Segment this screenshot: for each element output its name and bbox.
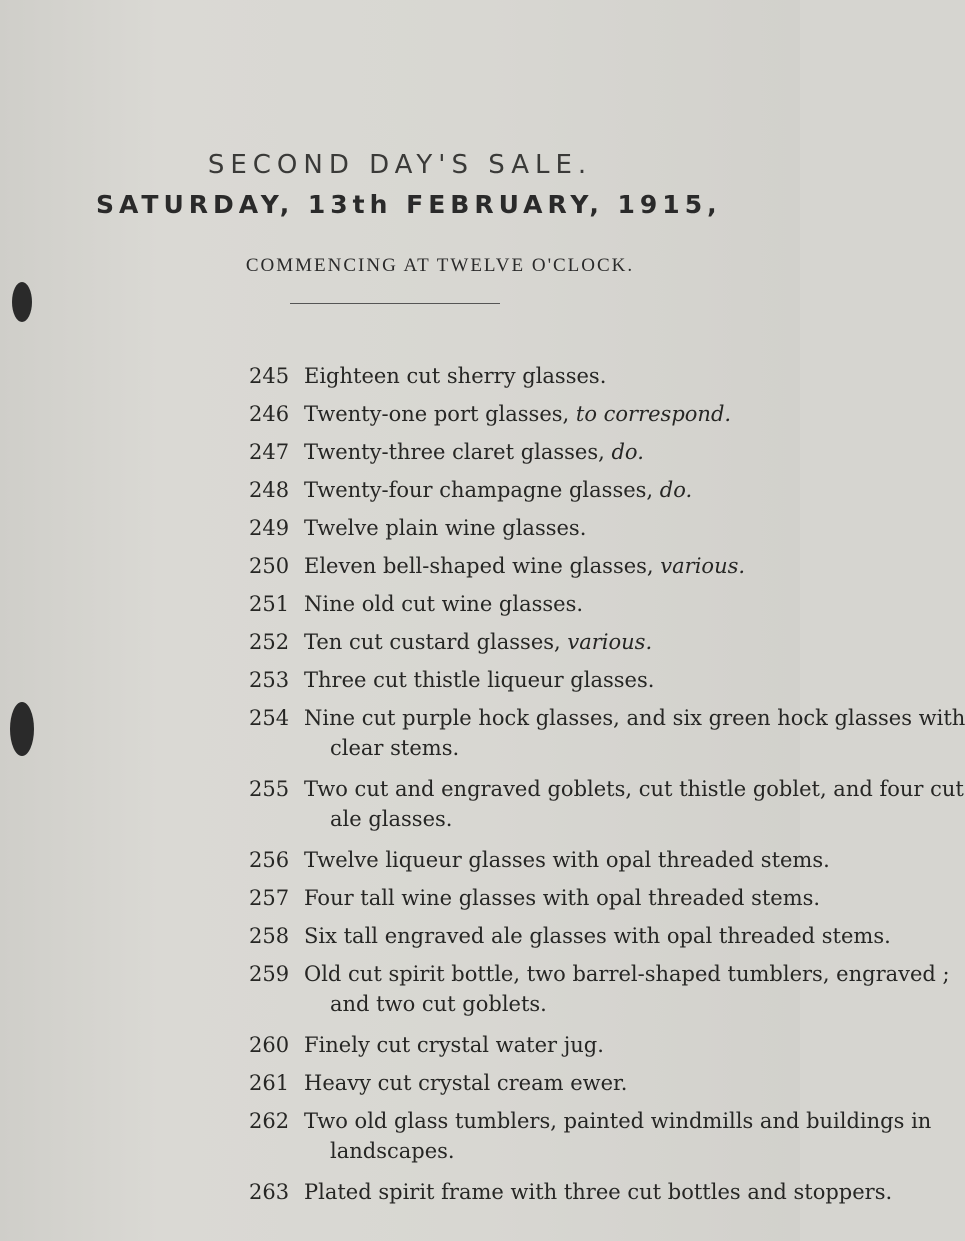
lot-number: 252 xyxy=(249,630,290,654)
lot-number: 259 xyxy=(249,962,290,986)
divider xyxy=(290,303,500,304)
lot-description: Heavy cut crystal cream ewer. xyxy=(304,1071,628,1095)
lot-description-cont: clear stems. xyxy=(330,736,460,760)
lot-description: Eighteen cut sherry glasses. xyxy=(304,364,607,388)
lot-number: 260 xyxy=(249,1033,290,1057)
lot-number: 256 xyxy=(249,848,290,872)
lot-number: 263 xyxy=(249,1180,290,1204)
lot-number: 261 xyxy=(249,1071,290,1095)
lot-number: 262 xyxy=(249,1109,290,1133)
lot-number: 257 xyxy=(249,886,290,910)
lot-description: Nine old cut wine glasses. xyxy=(304,592,584,616)
lot-number: 251 xyxy=(249,592,290,616)
lot-description-cont: and two cut goblets. xyxy=(330,992,547,1016)
lot-number: 255 xyxy=(249,777,290,801)
lot-description-cont: landscapes. xyxy=(330,1139,455,1163)
lot-description: Nine cut purple hock glasses, and six green hock glasses with xyxy=(304,706,965,730)
lot-number: 254 xyxy=(249,706,290,730)
lot-description: Ten cut custard glasses, various. xyxy=(304,630,653,654)
lot-number: 250 xyxy=(249,554,290,578)
lot-description: Twenty-one port glasses, to correspond. xyxy=(304,402,732,426)
lot-description: Twenty-four champagne glasses, do. xyxy=(304,478,693,502)
lot-description: Old cut spirit bottle, two barrel-shaped tumblers, engraved ; xyxy=(304,962,950,986)
binding-hole xyxy=(10,702,34,756)
binding-hole xyxy=(12,282,32,322)
lot-number: 249 xyxy=(249,516,290,540)
lot-description: Twenty-three claret glasses, do. xyxy=(304,440,644,464)
lot-description: Two old glass tumblers, painted windmills and buildings in xyxy=(304,1109,932,1133)
lot-description: Two cut and engraved goblets, cut thistle goblet, and four cut xyxy=(304,777,964,801)
lot-number: 245 xyxy=(249,364,290,388)
lot-description: Six tall engraved ale glasses with opal threaded stems. xyxy=(304,924,891,948)
sale-title: SECOND DAY'S SALE. xyxy=(207,150,593,180)
lot-number: 246 xyxy=(249,402,290,426)
lot-number: 248 xyxy=(249,478,290,502)
lot-description: Eleven bell-shaped wine glasses, various. xyxy=(304,554,746,578)
lot-number: 258 xyxy=(249,924,290,948)
lot-number: 253 xyxy=(249,668,290,692)
lot-description: Twelve liqueur glasses with opal threaded stems. xyxy=(304,848,830,872)
lot-description: Four tall wine glasses with opal threaded stems. xyxy=(304,886,821,910)
lot-description: Finely cut crystal water jug. xyxy=(304,1033,604,1057)
lot-description: Plated spirit frame with three cut bottles and stoppers. xyxy=(304,1180,893,1204)
lot-description: Three cut thistle liqueur glasses. xyxy=(304,668,655,692)
lot-number: 247 xyxy=(249,440,290,464)
sale-date: SATURDAY, 13th FEBRUARY, 1915, xyxy=(96,190,722,219)
sale-time: COMMENCING AT TWELVE O'CLOCK. xyxy=(245,255,635,276)
lot-description-cont: ale glasses. xyxy=(330,807,453,831)
lot-description: Twelve plain wine glasses. xyxy=(304,516,587,540)
